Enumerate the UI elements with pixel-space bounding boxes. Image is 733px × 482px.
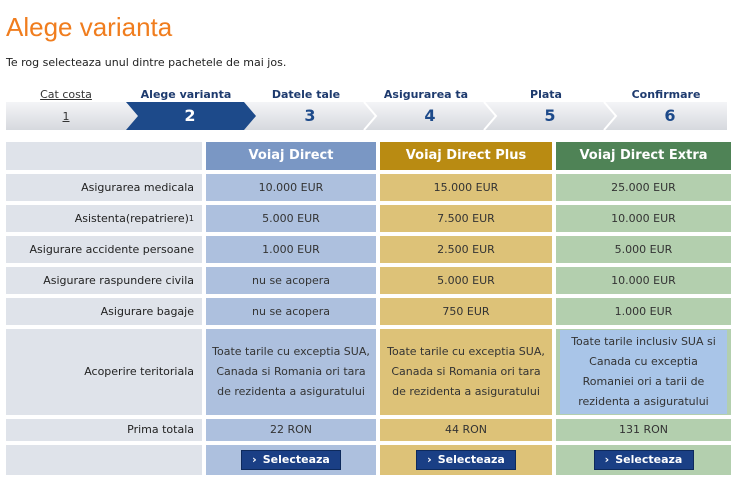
footnote-marker: 1 — [188, 213, 194, 223]
table-row — [6, 298, 731, 325]
row-label: Prima totala — [6, 419, 202, 441]
step-number-5: 5 — [544, 106, 556, 125]
table-cell: 22 RON — [206, 419, 376, 441]
table-cell: 2.500 EUR — [380, 236, 552, 263]
step-number-2: 2 — [184, 106, 196, 125]
table-cell: Toate tarile cu exceptia SUA, Canada si Romania ori tara de rezidenta a asiguratului — [380, 329, 552, 415]
page-title: Alege varianta — [6, 12, 173, 42]
step-label-confirmare: Confirmare — [631, 88, 701, 101]
table-cell: 10.000 EUR — [556, 205, 731, 232]
button-label: Selecteaza — [437, 453, 505, 466]
table-cell: 750 EUR — [380, 298, 552, 325]
row-label: Asigurare bagaje — [6, 298, 202, 325]
select-voiaj-direct-plus-button[interactable] — [416, 450, 516, 470]
button-cell — [380, 445, 552, 475]
arrow-right-icon: › — [252, 453, 257, 466]
row-label: Asigurare accidente persoane — [6, 236, 202, 263]
table-cell: 44 RON — [380, 419, 552, 441]
step-number-6: 6 — [664, 106, 676, 125]
row-label-text: Asistenta(repatriere) — [74, 211, 189, 225]
step-label-plata: Plata — [530, 88, 562, 101]
row-label: Asigurare raspundere civila — [6, 267, 202, 294]
page-subtitle: Te rog selecteaza unul dintre pachetele de mai jos. — [6, 56, 287, 69]
table-row — [6, 174, 731, 201]
plan-header-voiaj-direct-extra: Voiaj Direct Extra — [556, 142, 731, 170]
progress-steps — [6, 88, 727, 130]
select-voiaj-direct-extra-button[interactable] — [594, 450, 694, 470]
arrow-right-icon: › — [427, 453, 432, 466]
table-cell: 1.000 EUR — [556, 298, 731, 325]
button-cell — [556, 445, 731, 475]
button-label: Selecteaza — [615, 453, 683, 466]
table-cell: 10.000 EUR — [206, 174, 376, 201]
step-number-4: 4 — [424, 106, 436, 125]
table-button-row — [6, 445, 731, 475]
table-cell: 5.000 EUR — [556, 236, 731, 263]
table-row — [6, 236, 731, 263]
table-header-row — [6, 142, 731, 170]
table-cell: 131 RON — [556, 419, 731, 441]
arrow-right-icon: › — [604, 453, 610, 466]
select-voiaj-direct-button[interactable] — [241, 450, 341, 470]
step-number-3: 3 — [304, 106, 316, 125]
step-label-asigurarea-ta: Asigurarea ta — [383, 88, 469, 101]
button-cell — [206, 445, 376, 475]
step-label-datele-tale: Datele tale — [271, 88, 341, 101]
table-cell: 1.000 EUR — [206, 236, 376, 263]
step-label-alege-varianta: Alege varianta — [140, 88, 232, 101]
plan-header-voiaj-direct-plus: Voiaj Direct Plus — [380, 142, 552, 170]
table-row — [6, 329, 731, 415]
highlighted-text: Toate tarile inclusiv SUA si Canada cu exceptia Romaniei ori a tarii de rezidenta a asiguratului — [560, 330, 727, 414]
table-cell: Toate tarile cu exceptia SUA, Canada si Romania ori tara de rezidenta a asiguratului — [206, 329, 376, 415]
table-cell: nu se acopera — [206, 267, 376, 294]
step-label-cat-costa[interactable]: Cat costa — [40, 88, 92, 101]
table-cell: 5.000 EUR — [206, 205, 376, 232]
table-row — [6, 205, 731, 232]
row-label — [6, 205, 202, 232]
table-cell: 5.000 EUR — [380, 267, 552, 294]
plan-header-voiaj-direct: Voiaj Direct — [206, 142, 376, 170]
empty-cell — [6, 445, 202, 475]
header-empty-cell — [6, 142, 202, 170]
table-cell: nu se acopera — [206, 298, 376, 325]
step-number-1[interactable]: 1 — [62, 110, 70, 123]
table-row — [6, 267, 731, 294]
row-label: Acoperire teritoriala — [6, 329, 202, 415]
table-cell — [556, 329, 731, 415]
table-cell: 10.000 EUR — [556, 267, 731, 294]
row-label: Asigurarea medicala — [6, 174, 202, 201]
table-row — [6, 419, 731, 441]
table-cell: 15.000 EUR — [380, 174, 552, 201]
button-label: Selecteaza — [262, 453, 330, 466]
table-cell: 7.500 EUR — [380, 205, 552, 232]
table-cell: 25.000 EUR — [556, 174, 731, 201]
